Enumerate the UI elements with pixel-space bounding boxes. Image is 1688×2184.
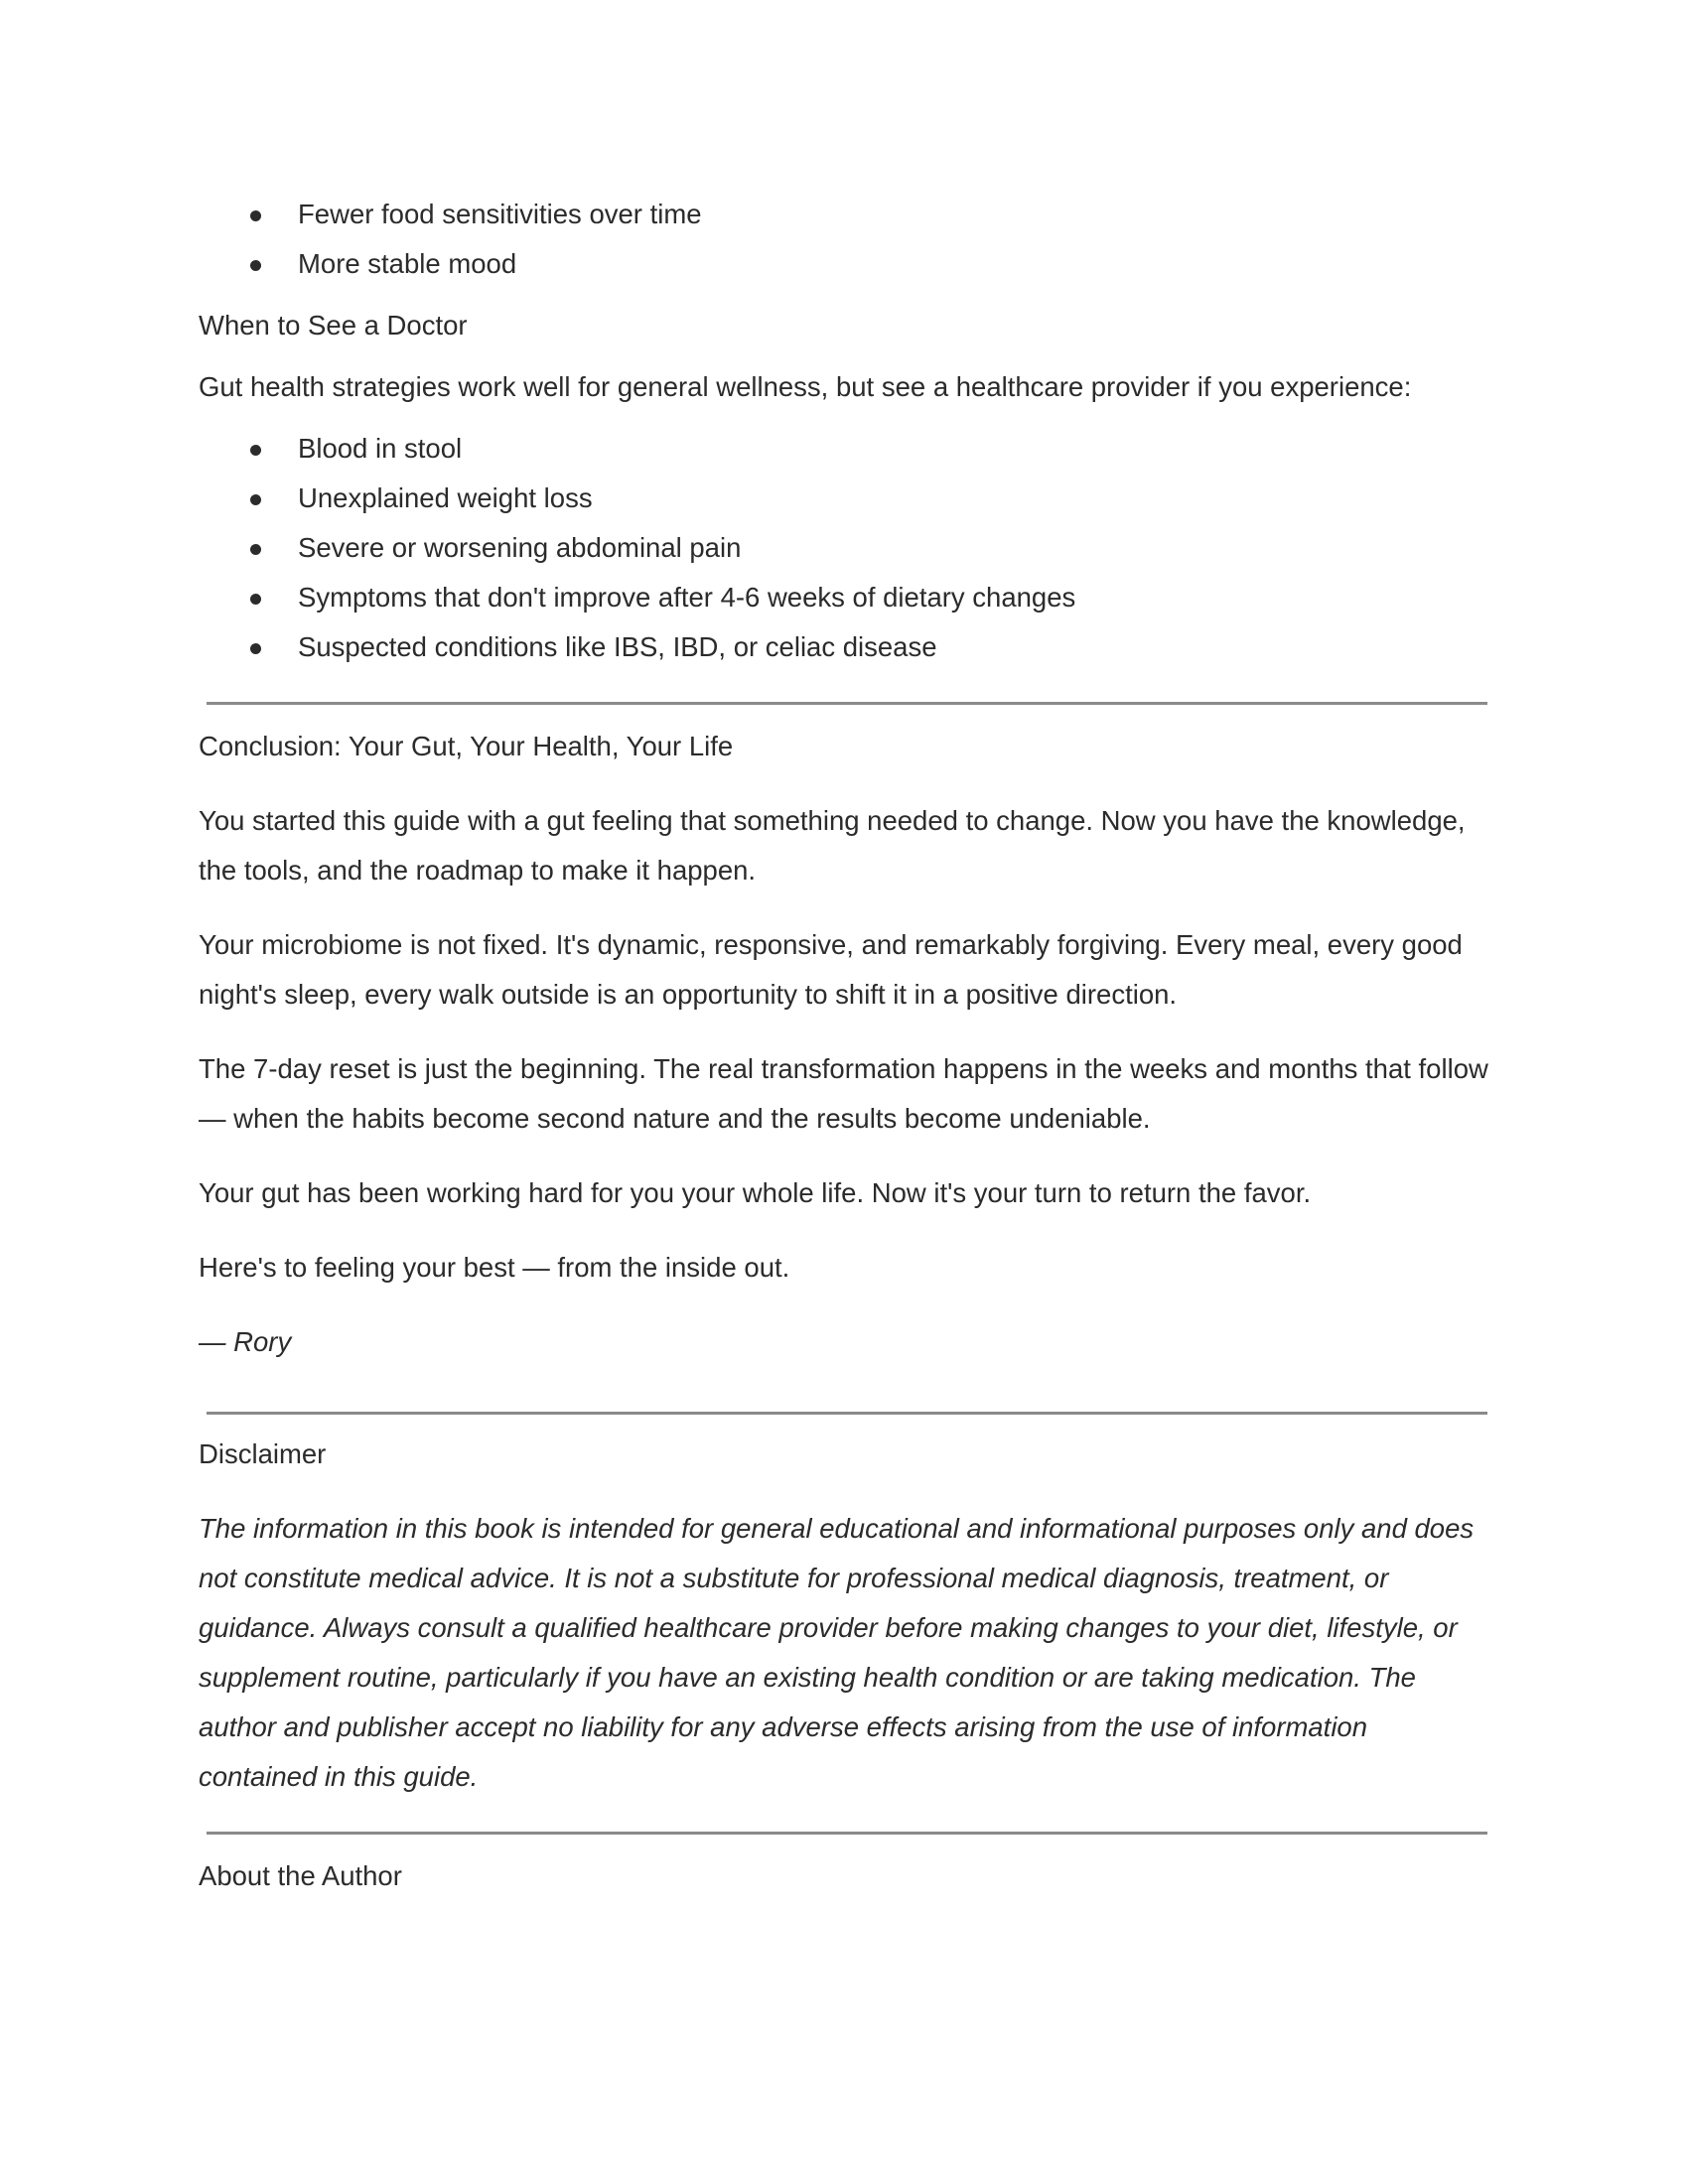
list-item-text: Severe or worsening abdominal pain [298,532,742,563]
doctor-intro: Gut health strategies work well for general wellness, but see a healthcare provider if you experience: [199,371,1412,402]
conclusion-paragraph-4: Your gut has been working hard for you your whole life. Now it's your turn to return the favor. [199,1177,1312,1208]
doctor-symptoms-list [199,424,1489,672]
bullet-icon [250,544,261,555]
bullet-icon [250,494,261,505]
list-item-text: Symptoms that don't improve after 4-6 weeks of dietary changes [298,582,1076,613]
signature: — Rory [199,1326,292,1357]
list-item [199,622,1489,672]
list-item [199,474,1489,523]
conclusion-paragraph-3: The 7-day reset is just the beginning. The real transformation happens in the weeks and months that follow — when the habits become second nature and the results become undeniable. [199,1053,1488,1134]
disclaimer-heading: Disclaimer [199,1438,327,1469]
bullet-icon [250,594,261,605]
disclaimer-text: The information in this book is intended for general educational and informational purposes only and does not constitute medical advice. It is not a substitute for professional medical diagnosis, treatment, or guidance. Always consult a qualified healthcare provider before making changes to your diet, lifestyle, or supplement routine, particularly if you have an existing health condition or are taking medication. The author and publisher accept no liability for any adverse effects arising from the use of information contained in this guide. [199,1513,1475,1792]
list-item [199,573,1489,622]
conclusion-paragraph-5: Here's to feeling your best — from the inside out. [199,1252,790,1283]
list-item [199,190,1489,239]
bullet-icon [250,210,261,221]
benefits-list [199,190,1489,289]
list-item-text: Blood in stool [298,433,463,464]
conclusion-paragraph-1: You started this guide with a gut feeling that something needed to change. Now you have the knowledge, the tools, and the roadmap to make it happen. [199,805,1466,886]
bullet-icon [250,643,261,654]
list-item-text: Fewer food sensitivities over time [298,199,702,229]
list-item [199,424,1489,474]
list-item-text: Unexplained weight loss [298,482,593,513]
doctor-heading: When to See a Doctor [199,310,468,341]
list-item-text: More stable mood [298,248,517,279]
conclusion-paragraph-2: Your microbiome is not fixed. It's dynamic, responsive, and remarkably forgiving. Every meal, every good night's sleep, every walk outside is an opportunity to shift it in a positive direction. [199,929,1463,1010]
document-page [199,190,1489,1901]
list-item-text: Suspected conditions like IBS, IBD, or celiac disease [298,631,937,662]
bullet-icon [250,445,261,456]
list-item [199,239,1489,289]
list-item [199,523,1489,573]
about-heading: About the Author [199,1860,402,1891]
conclusion-heading: Conclusion: Your Gut, Your Health, Your Life [199,731,734,761]
bullet-icon [250,260,261,271]
